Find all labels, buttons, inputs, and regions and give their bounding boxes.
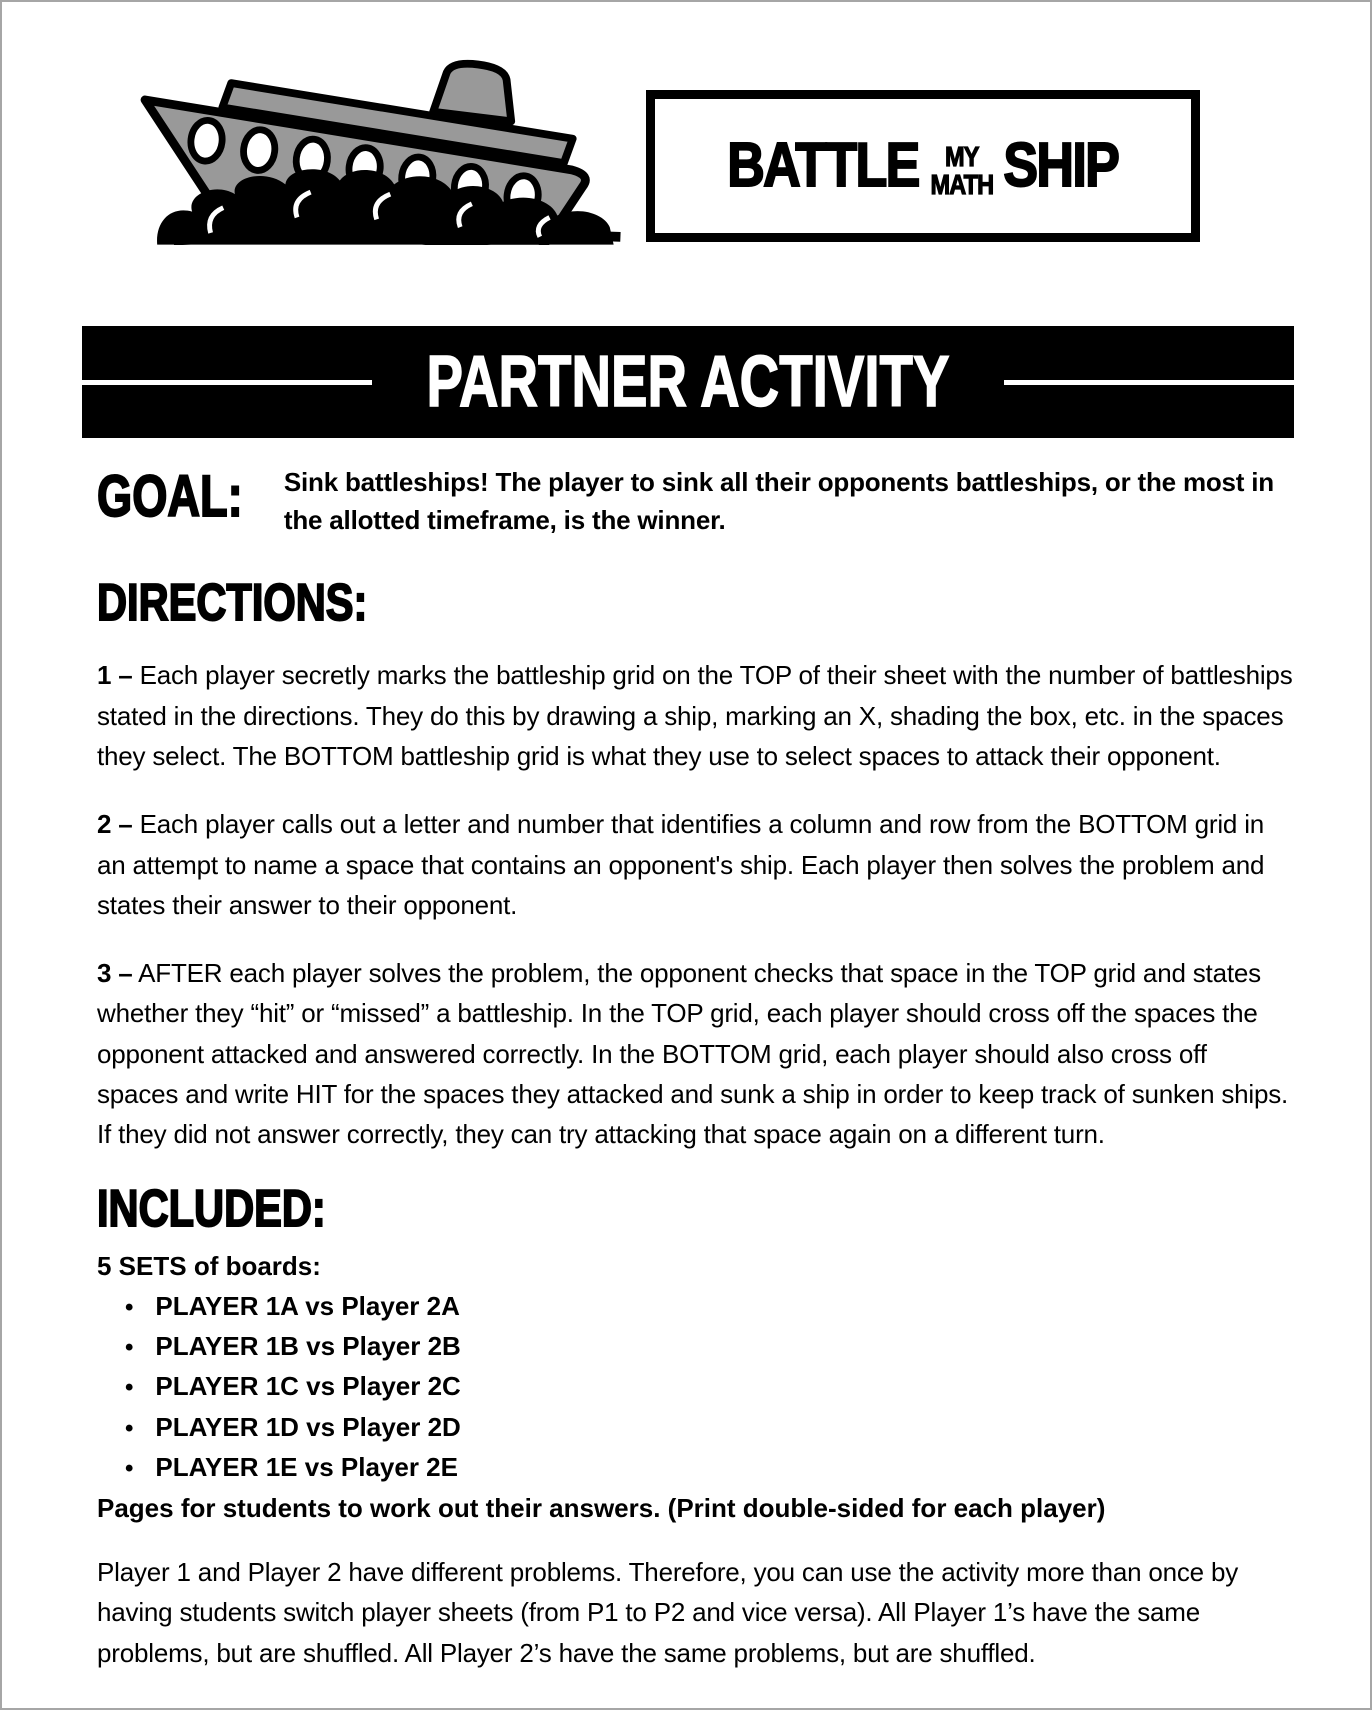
direction-item-3 xyxy=(97,953,1293,1154)
footer-paragraph: Player 1 and Player 2 have different problems. Therefore, you can use the activity more than once by having students switch player sheets (from P1 to P2 and vice versa). All Player 1’s have the same problems, but are shuffled. All Player 2’s have the same problems, but are shuffled. xyxy=(97,1557,1239,1668)
partner-activity-banner xyxy=(82,326,1294,438)
bullet-icon: • xyxy=(125,1454,134,1482)
bullet-icon: • xyxy=(125,1414,134,1442)
print-note: Pages for students to work out their answers. (Print double-sided for each player) xyxy=(97,1493,1106,1524)
bullet-icon: • xyxy=(125,1374,134,1402)
directions-heading: DIRECTIONS: xyxy=(97,574,368,633)
logo-ship: SHIP xyxy=(1003,131,1119,200)
direction-item-1 xyxy=(97,655,1293,776)
included-intro: 5 SETS of boards: xyxy=(97,1250,321,1281)
logo xyxy=(728,133,1119,199)
direction-item-2 xyxy=(97,804,1293,925)
direction-text: AFTER each player solves the problem, the opponent checks that space in the TOP grid and states whether they “hit” or “missed” a battleship. In the TOP grid, each player should cross off the spaces the opponent attacked and answered correctly. In the BOTTOM grid, each player should also cross off spaces and write HIT for the spaces they attacked and sunk a ship in order to keep track of sunken ships. If they did not answer correctly, they can try attacking that space again on a different turn. xyxy=(97,958,1289,1150)
list-item xyxy=(125,1407,1293,1447)
direction-text: Each player calls out a letter and number that identifies a column and row from the BOTTOM grid in an attempt to name a space that contains an opponent's ship. Each player then solves the problem and states their answer to their opponent. xyxy=(97,809,1265,920)
goal-heading: GOAL: xyxy=(97,464,243,529)
logo-box xyxy=(646,90,1200,242)
boards-list xyxy=(97,1286,1293,1487)
logo-my-math-stack xyxy=(931,143,994,199)
list-item xyxy=(125,1286,1293,1326)
ship-icon xyxy=(130,50,635,245)
board-label: PLAYER 1D vs Player 2D xyxy=(155,1411,461,1442)
board-label: PLAYER 1B vs Player 2B xyxy=(155,1330,461,1361)
bullet-icon: • xyxy=(125,1293,134,1321)
logo-battle: BATTLE xyxy=(727,131,919,200)
board-label: PLAYER 1A vs Player 2A xyxy=(155,1290,460,1321)
included-heading: INCLUDED: xyxy=(97,1179,326,1238)
board-label: PLAYER 1C vs Player 2C xyxy=(155,1371,461,1402)
direction-number: 1 – xyxy=(97,660,133,691)
logo-math: MATH xyxy=(930,169,994,200)
banner-rule-left xyxy=(82,380,372,385)
list-item xyxy=(125,1366,1293,1406)
logo-my: MY xyxy=(945,141,979,172)
goal-section xyxy=(97,464,1293,539)
board-label: PLAYER 1E vs Player 2E xyxy=(155,1451,458,1482)
goal-text: Sink battleships! The player to sink all their opponents battleships, or the most in the allotted timeframe, is the winner. xyxy=(283,467,1274,535)
direction-number: 3 – xyxy=(97,958,133,989)
banner-title: PARTNER ACTIVITY xyxy=(426,342,950,422)
page-content xyxy=(97,464,1293,1673)
bullet-icon: • xyxy=(125,1333,134,1361)
list-item xyxy=(125,1326,1293,1366)
banner-rule-right xyxy=(1004,380,1294,385)
direction-number: 2 – xyxy=(97,809,133,840)
direction-text: Each player secretly marks the battleship grid on the TOP of their sheet with the number of battleships stated in the directions. They do this by drawing a ship, marking an X, shading the box, etc. in the spaces they select. The BOTTOM battleship grid is what they use to select spaces to attack their opponent. xyxy=(97,660,1293,771)
list-item xyxy=(125,1447,1293,1487)
